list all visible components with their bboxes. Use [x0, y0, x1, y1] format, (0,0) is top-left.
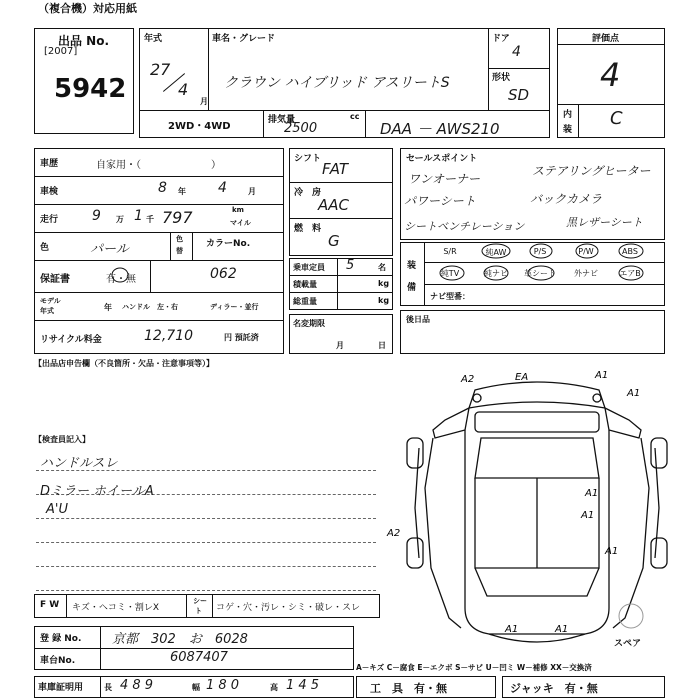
- equipment-option: 革シート: [524, 269, 556, 278]
- damage-mark: A1: [505, 624, 519, 635]
- equipment-option: 外ナビ: [574, 269, 598, 278]
- equipment-option: 純ナビ: [484, 269, 508, 278]
- equipment-option: エアB: [619, 269, 641, 278]
- damage-mark: EA: [515, 372, 529, 383]
- month-unit: 月: [200, 97, 208, 106]
- model-year-label-1: モデル: [40, 297, 61, 305]
- registry-label: 後日品: [406, 315, 430, 324]
- interior-label-2: 装: [563, 125, 573, 135]
- color-no-label: カラーNo.: [206, 239, 251, 249]
- spare-label: スペア: [614, 639, 642, 649]
- interior-value: C: [610, 108, 623, 129]
- sales-point-item: 黒レザーシート: [566, 216, 643, 229]
- capacity-value: 5: [346, 258, 355, 273]
- sales-points-label: セールスポイント: [406, 154, 478, 164]
- cert-label: 車庫証明用: [38, 683, 84, 693]
- equipment-option: 純TV: [440, 269, 460, 278]
- damage-mark: A1: [605, 546, 619, 557]
- registry-box: [400, 310, 665, 354]
- shape-value: SD: [508, 86, 530, 104]
- door-label: ドア: [492, 34, 510, 44]
- color-no-value: 062: [210, 266, 237, 282]
- fuel-label: 燃 料: [294, 224, 322, 234]
- shift-label: シフト: [294, 154, 322, 164]
- dealer-label: ディラー・並行: [210, 303, 259, 311]
- fw-label: F W: [40, 600, 60, 610]
- load-unit: kg: [378, 279, 390, 288]
- car-damage-diagram: [387, 368, 670, 658]
- interior-label-1: 内: [563, 110, 573, 120]
- ac-value: AAC: [318, 196, 349, 214]
- inspector-note: Dミラー ホイールA: [40, 484, 154, 499]
- lot-number: 5942: [54, 74, 127, 104]
- fw-items: キズ・ヘコミ・割レX: [72, 603, 159, 613]
- cert-length: 4 8 9: [120, 678, 154, 693]
- rating-value: 4: [600, 56, 621, 94]
- cert-height: 1 4 5: [286, 678, 320, 693]
- mileage-unit-km: km: [232, 206, 244, 214]
- equipment-option: 純AW: [485, 248, 507, 257]
- model-year-label-2: 年式: [40, 307, 54, 315]
- inspection-year: 8: [158, 180, 167, 196]
- inspection-label: 車検: [40, 187, 59, 197]
- model-label: 車名・グレード: [212, 34, 276, 44]
- equipment-option: P/W: [578, 247, 594, 256]
- change-month: 月: [336, 341, 344, 350]
- sales-point-item: ステアリングヒーター: [532, 164, 651, 178]
- change-label: 名変期限: [293, 319, 325, 328]
- month-value: 4: [178, 80, 189, 99]
- tools-label: 工 具 有・無: [370, 682, 447, 695]
- seat-items: コゲ・穴・汚レ・シミ・破レ・スレ: [216, 603, 361, 613]
- rating-label: 評価点: [592, 34, 620, 44]
- warranty-value: 有・無: [106, 274, 136, 285]
- equipment-label-2: 備: [407, 283, 417, 293]
- year-label: 年式: [144, 34, 163, 44]
- chassis-label: 車台No.: [40, 656, 76, 666]
- history-box: [34, 148, 284, 354]
- lot-label: 出品 No.: [58, 34, 110, 48]
- weight-unit: kg: [378, 296, 390, 305]
- inspection-year-unit: 年: [178, 187, 186, 196]
- damage-mark: A1: [555, 624, 569, 635]
- capacity-label: 乗車定員: [293, 263, 325, 272]
- damage-mark: A1: [627, 388, 641, 399]
- ac-label: 冷 房: [294, 188, 322, 198]
- recycle-value: 12,710: [144, 328, 193, 344]
- mileage-sen-unit: 千: [146, 215, 154, 224]
- drive-label: 2WD・4WD: [168, 121, 231, 132]
- reg-value: 京都 302 お 6028: [112, 632, 248, 647]
- damage-legend: A－キズ C－腐食 E－エクボ S－サビ U－凹ミ W－補修 XX－交換済: [356, 663, 592, 672]
- year-value: 27: [150, 60, 171, 79]
- cert-length-unit: 長: [104, 683, 112, 692]
- sales-point-item: シートベンチレーション: [404, 220, 525, 233]
- sales-point-item: バックカメラ: [530, 192, 603, 206]
- mileage-rest: 797: [162, 208, 193, 227]
- inspector-notes-label: 【検査員記入】: [34, 435, 90, 444]
- seat-label-2: ト: [195, 607, 202, 615]
- chassis-value: 6087407: [170, 650, 228, 665]
- navi-model-label: ナビ型番：: [430, 292, 470, 301]
- damage-mark: A2: [461, 374, 475, 385]
- capacity-unit: 名: [378, 263, 386, 272]
- mileage-man: 9: [92, 208, 101, 224]
- equipment-option: S/R: [443, 247, 457, 256]
- history-value: 自家用・（ ）: [96, 160, 221, 171]
- model-value: クラウン ハイブリッド アスリートS: [224, 75, 450, 91]
- cc-unit: cc: [350, 112, 360, 121]
- color-value: パール: [90, 242, 129, 257]
- door-value: 4: [512, 44, 521, 60]
- shift-value: FAT: [322, 160, 349, 178]
- form-title: （複合機）対応用紙: [38, 2, 137, 15]
- lot-year-tag: [2007]: [44, 46, 78, 57]
- displacement-value: 2500: [284, 121, 318, 136]
- mileage-sen: 1: [134, 208, 143, 224]
- inspection-month-unit: 月: [248, 187, 256, 196]
- inspector-note: A'U: [46, 502, 68, 517]
- equipment-circles: [424, 242, 665, 284]
- exhibitor-notes-label: 【出品店申告欄（不良箇所・欠品・注意事項等）】: [34, 359, 214, 368]
- handle-label: ハンドル 左・右: [122, 303, 178, 311]
- inspection-month: 4: [218, 180, 227, 196]
- displacement-label: 排気量: [268, 115, 296, 125]
- cert-width-unit: 幅: [192, 683, 200, 692]
- seat-label-1: シー: [193, 597, 207, 605]
- equipment-option: ABS: [622, 247, 638, 256]
- damage-mark: A1: [581, 510, 595, 521]
- mileage-label: 走行: [40, 215, 59, 225]
- model-year-unit: 年: [104, 303, 112, 312]
- color-label: 色: [40, 243, 50, 253]
- damage-mark: A2: [387, 528, 401, 539]
- cert-height-unit: 高: [270, 683, 278, 692]
- recycle-label: リサイクル料金: [40, 335, 102, 345]
- recycle-unit: 円 預託済: [224, 333, 259, 342]
- load-label: 積載量: [293, 280, 317, 289]
- color-change-1: 色: [176, 235, 183, 243]
- change-day: 日: [378, 341, 386, 350]
- type-code: DAA － AWS210: [380, 120, 500, 138]
- shape-label: 形状: [492, 73, 511, 83]
- sales-point-item: パワーシート: [404, 194, 476, 208]
- warranty-label: 保証書: [40, 274, 70, 285]
- inspector-note: ハンドルスレ: [40, 456, 118, 471]
- damage-mark: A1: [595, 370, 609, 381]
- color-change-2: 替: [176, 247, 183, 255]
- reg-label: 登 録 No.: [40, 634, 82, 644]
- fuel-value: G: [328, 232, 340, 250]
- equipment-option: P/S: [533, 247, 547, 256]
- mileage-unit-mile: マイル: [230, 219, 251, 227]
- history-label: 車歴: [40, 159, 59, 169]
- equipment-label-1: 装: [407, 261, 417, 271]
- damage-mark: A1: [585, 488, 599, 499]
- cert-width: 1 8 0: [206, 678, 240, 693]
- sales-point-item: ワンオーナー: [408, 172, 481, 186]
- jack-label: ジャッキ 有・無: [510, 682, 598, 695]
- weight-label: 総重量: [293, 297, 317, 306]
- mileage-man-unit: 万: [116, 215, 124, 224]
